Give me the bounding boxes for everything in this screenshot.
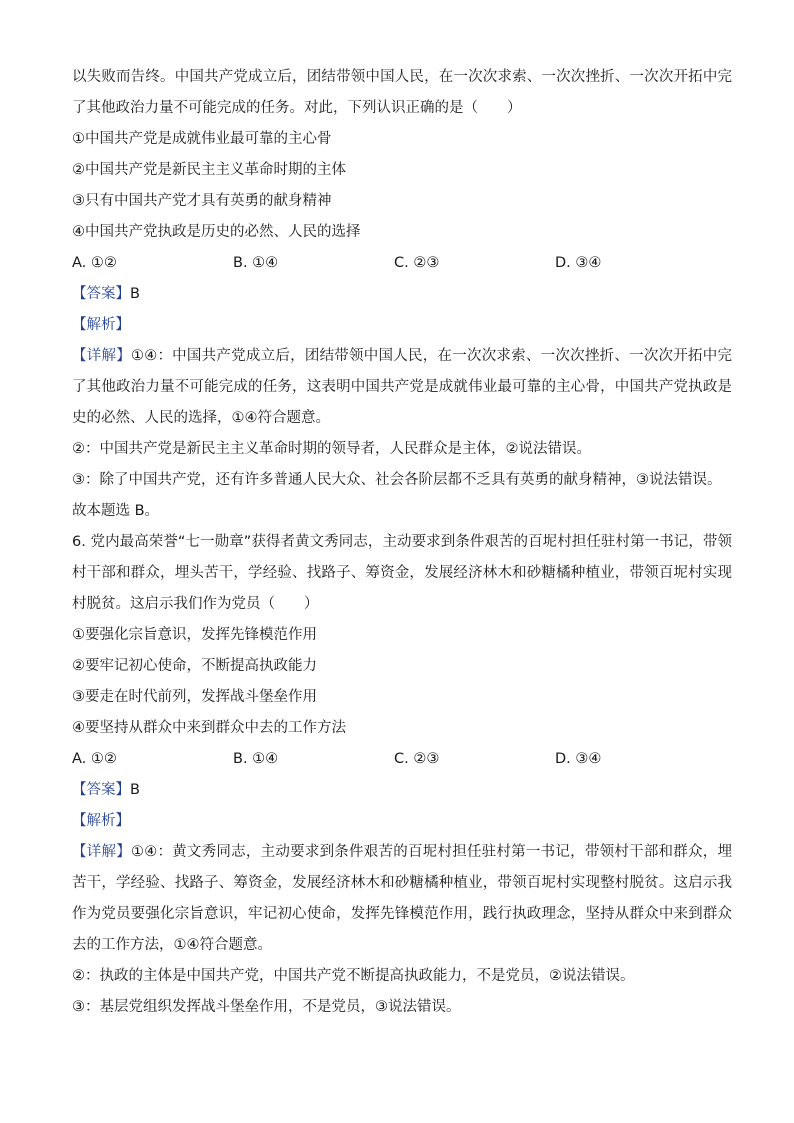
q5-answer-tag: 【答案】 (72, 286, 130, 302)
q6-detail-line-4: 去的工作方法，①④符合题意。 (72, 937, 272, 953)
q5-stem-line-1: 以失败而告终。中国共产党成立后，团结带领中国人民，在一次次求索、一次次挫折、一次次开拓中完 (72, 69, 732, 85)
q5-conclusion: 故本题选 B。 (72, 503, 160, 519)
document-page (72, 62, 732, 1023)
q5-detail-line-1 (72, 341, 732, 372)
q6-answer-value: B (130, 782, 140, 798)
q6-detail-line-2: 苦干，学经验、找路子、筹资金，发展经济林木和砂糖橘种植业，带领百坭村实现整村脱贫。这启示我 (72, 875, 732, 891)
q6-option-d: D. ③④ (555, 751, 602, 767)
q6-stem-line-2: 村干部和群众，埋头苦干，学经验、找路子、筹资金，发展经济林木和砂糖橘种植业，带领百坭村实现 (72, 565, 732, 581)
q5-note-2: ③：除了中国共产党，还有许多普通人民大众、社会各阶层都不乏具有英勇的献身精神，③说法错误。 (72, 472, 722, 488)
q6-detail-text-1: ①④：黄文秀同志，主动要求到条件艰苦的百坭村担任驻村第一书记，带领村干部和群众，埋 (130, 844, 732, 860)
q6-detail-line-3: 作为党员要强化宗旨意识，牢记初心使命，发挥先锋模范作用，践行执政理念，坚持从群众中来到群众 (72, 906, 732, 922)
q5-statement-2: ②中国共产党是新民主主义革命时期的主体 (72, 162, 346, 178)
q5-option-d: D. ③④ (555, 255, 602, 271)
q6-options (72, 744, 732, 775)
q6-option-c: C. ②③ (394, 751, 440, 767)
q5-analysis-tag: 【解析】 (72, 317, 130, 333)
q6-option-a: A. ①② (72, 751, 117, 767)
q5-option-a: A. ①② (72, 255, 117, 271)
q6-note-1: ②：执政的主体是中国共产党，中国共产党不断提高执政能力，不是党员，②说法错误。 (72, 968, 635, 984)
q5-option-c: C. ②③ (394, 255, 440, 271)
q5-stem-line-2: 了其他政治力量不可能完成的任务。对此，下列认识正确的是（ ） (72, 100, 522, 116)
q5-answer-value: B (130, 286, 140, 302)
q6-detail-line-1 (72, 837, 732, 868)
q5-statement-4: ④中国共产党执政是历史的必然、人民的选择 (72, 224, 361, 240)
q6-stem-line-1: 6. 党内最高荣誉“七一勋章”获得者黄文秀同志，主动要求到条件艰苦的百坭村担任驻村第一书记，带领 (72, 534, 732, 550)
q5-detail-tag: 【详解】 (72, 348, 131, 364)
q5-statement-3: ③只有中国共产党才具有英勇的献身精神 (72, 193, 332, 209)
q5-detail-line-3: 史的必然、人民的选择，①④符合题意。 (72, 410, 330, 426)
q6-detail-tag: 【详解】 (72, 844, 131, 860)
q6-option-b: B. ①④ (233, 751, 279, 767)
q6-answer (72, 775, 732, 806)
q5-answer (72, 279, 732, 310)
q5-statement-1: ①中国共产党是成就伟业最可靠的主心骨 (72, 131, 332, 147)
q6-analysis-tag: 【解析】 (72, 813, 130, 829)
q5-note-1: ②：中国共产党是新民主主义革命时期的领导者，人民群众是主体，②说法错误。 (72, 441, 591, 457)
q6-statement-3: ③要走在时代前列，发挥战斗堡垒作用 (72, 689, 317, 705)
q5-analysis (72, 310, 732, 341)
q5-detail-line-2: 了其他政治力量不可能完成的任务，这表明中国共产党是成就伟业最可靠的主心骨，中国共产党执政是 (72, 379, 732, 395)
q5-options (72, 248, 732, 279)
q6-statement-1: ①要强化宗旨意识，发挥先锋模范作用 (72, 627, 317, 643)
q6-statement-2: ②要牢记初心使命，不断提高执政能力 (72, 658, 317, 674)
q6-statement-4: ④要坚持从群众中来到群众中去的工作方法 (72, 720, 346, 736)
q6-stem-line-3: 村脱贫。这启示我们作为党员（ ） (72, 596, 319, 612)
q5-option-b: B. ①④ (233, 255, 279, 271)
q6-note-2: ③：基层党组织发挥战斗堡垒作用，不是党员，③说法错误。 (72, 999, 461, 1015)
q6-analysis (72, 806, 732, 837)
q5-detail-text-1: ①④：中国共产党成立后，团结带领中国人民，在一次次求索、一次次挫折、一次次开拓中完 (130, 348, 732, 364)
q6-answer-tag: 【答案】 (72, 782, 130, 798)
